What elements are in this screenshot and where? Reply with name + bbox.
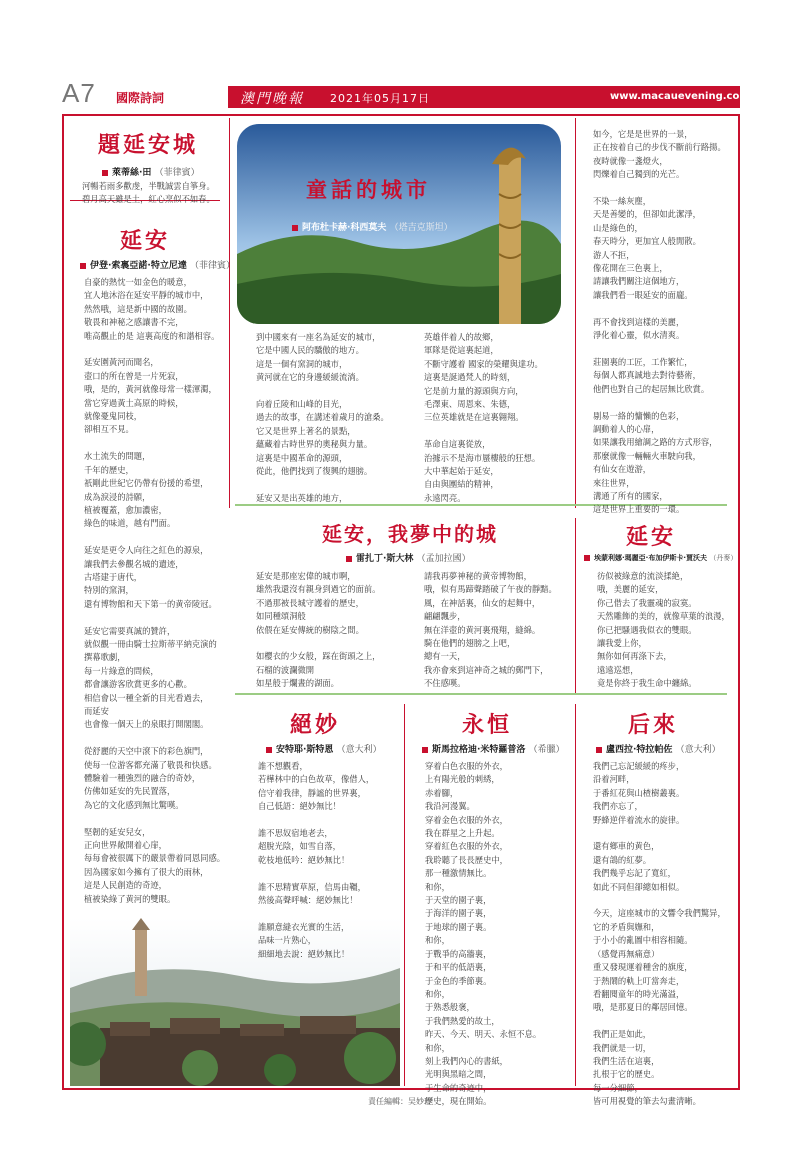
poem-author: 伊登·索裏亞諾·特立尼達 （菲律賓） bbox=[80, 258, 235, 271]
poem-title: 絕妙 bbox=[290, 712, 341, 738]
poem-title: 永恒 bbox=[462, 712, 513, 738]
poem-author: 阿布杜卡赫·科西莫夫 （塔吉克斯坦） bbox=[292, 220, 453, 233]
poem-title: 后來 bbox=[628, 712, 679, 738]
poem-author: 安特耶·斯特恩 （意大利） bbox=[266, 742, 382, 755]
section-title: 國際詩詞 bbox=[116, 91, 165, 105]
poem-title: 延安 bbox=[120, 228, 171, 254]
poem-author: 埃蒙利娜·瑪麗亞·布加伊斯卡·賈沃夫 （丹麥） bbox=[584, 553, 737, 563]
poem-author: 雷扎丁·斯大林 （孟加拉國） bbox=[346, 551, 471, 564]
poem-body: 誰不想觀看， 若樺林中的白色故草，像借人， 信守着我律，靜謐的世界裏， 自己低語：絕妙無比！ 誰不思奴宿地老去， 超脫光陰，如雪自落， 乾枝地低吟：絕妙無比！ 誰不思精實草原，信馬由韁， 然後高聲呼喊：絕妙無比！ 誰願意縫衣光實的生活， 品味一片熟心， 細細地去說：絕妙無比！ bbox=[258, 761, 375, 959]
poem-title: 延安 bbox=[626, 524, 677, 550]
column-divider bbox=[575, 704, 576, 1086]
poem-body: 穿着白色衣服的外衣， 上有陽光般的刺綉， 赤着腳， 我沿河漫翼。 穿着金色衣服的外衣， 我在群星之上升起。 穿着紅色衣服的外衣， 我聆聽了長長歷史中， 那一種激情無比。 和你， 于天堂的園子裏， 于海洋的園子裏， 于地球的園子裏。 和你， 于戰爭的高牆裏， 于和平的低語裏， 于金色的季節裏。 和你， 于熟悉般褒， 于我們熱愛的故土， 昨天、今天、明天、永恒不息。 和你， 刻上我們內心的書紙， 光明與黑暗之間， 于生命的奇迹中， 歷史，現在開始。 bbox=[425, 761, 542, 1107]
poem-body: 如今，它是是世界的一景， 正在按着自己的步伐不斷前行路揚。 夜時就像一盞燈火， 閃爍着自己獨到的光芒。 不染一絲灰塵， 天是善變的，但卻如此潔淨， 山是綠色的， 春天時分，更加宜人般閒散。 游人不拒， 像花開在三色裏上， 請讓我們關注這個地方， 讓我們看一眼延安的面龐。 再不會找到這樣的美麗， 淨化着心靈，似水清爽。 莊園裏的工匠，工作繁忙， 每個人都真誠地去對待藝術， 他們也對自己的起居無比欣賞。 剔易一絡的慵懶的色彩， 調動着人的心扉， 如果讓我用繪調之路的方式形容， 那麼就像一輛輛火車駛向我， 有仙女在遊游， 來往世界， 溝通了所有的國家， 這是世界上重要的一環。 bbox=[593, 129, 726, 515]
column-divider bbox=[404, 704, 405, 1086]
poem-author: 斯馬拉格迪·米特羅普洛 （希臘） bbox=[422, 742, 565, 755]
page-number: A7 bbox=[62, 78, 96, 108]
issue-date: 2021年05月17日 bbox=[330, 92, 430, 105]
editor-credit: 責任編輯：吴妙玲 bbox=[368, 1097, 432, 1106]
column-divider bbox=[229, 118, 230, 508]
column-divider bbox=[575, 118, 576, 508]
column-divider bbox=[575, 518, 576, 694]
poem-author: 萊蒂絲·田 （菲律賓） bbox=[102, 165, 200, 178]
poem-title: 題延安城 bbox=[98, 132, 199, 158]
poem-body: 彷似被綠意的流淡揉絶， 哦，美麗的延安， 你己借去了我靈魂的寂寞。 天然雕飾的美的，就像草葉的浪漫， 你已把騷遇我似衣的雙眼。 讓我愛上你， 無你如何再涤下去， 遠遠巡想， 竟是你終于我生命中纏綿。 bbox=[597, 571, 730, 689]
poem-body: 我們己忘記緩緩的疼步， 沿着河畔， 于番紅花與山楂樹叢裏。 我們亦忘了， 野蜂逆伴着流水的旋律。 還有鄉車的黄色， 還有鴿的紅夢。 我們幾乎忘記了寬紅， 如此不同但卻總如相似。 今天，這座城市的文響令我們驚异， 它的矛盾與嫵和， 于小小的亂圖中相容相隨。 （感覺再無痛意） 重又發現運着種舍的旗度， 于熱鬧的軌上叮當奔走， 看翻閱童年的時光滿溢， 哦，是那夏日的鄰居回憶。 我們正是如此， 我們就是一切， 我們生活在這裏， 扎根于它的歷史。 每一分細節， 皆可用視覺的筆去勾畫清晰。 bbox=[593, 761, 726, 1107]
poem-body: 自豪的熱忱一如金色的暖意， 宜人地沐浴在延安平靜的城市中， 然然哦，這是新中國的故園。 敬畏和神秘之感讓書不完， 唯高觀止的是 這裏高度的和諧相容。 延安圍黃河而聞名， 壺口的所在曾是一片死寂， 哦，是的，黃河就像母常一樣渾濁， 當它穿過黃土高原的時候， 就像憂鬼同枝， 卻相互不見。 水土流失的問題， 千年的歷史， 祇剛此世紀它仍帶有份援的希望， 成為淚浸的詩願， 植被覆蓋，愈加濃密， 綠色的味道，越有門面。 延安是更令人向往之紅色的源泉， 讓我們去參觀名城的遺迹， 古塔建于唐代， 特別的窯洞， 還有博物館和天下第一的黄帝陵冠。 延安它需要真誠的贊許， 就似觀一冊由騎士拉斯蒂平納克演的 撰幕歌劇， 每一片綠意的問候， 都會讓游客欣賞更多的心歡。 相信會以一種全新的目光看過去， 而延安 也會像一個天上的泉眼打開閣閣。 從舒麗的天空中滾下的彩色旗門， 使每一位游客都充滿了敬畏和快感。 體驗着一種強烈的融合的奇妙， 仿佛如延安的先民置落， 為它的文化感到無比驚嘆。 堅韌的延安兒女， 正向世界敞開着心扉， 每每會被很厲下的嚴景帶着同恩同感。 因為國家如今擁有了很大的雨林， 這是人民創造的奇迹， 植被染綠了黄河的雙眼。 bbox=[84, 277, 226, 904]
poem-body: 請我再夢神秘的黄帝博物館， 哦，似有馬蹄聲踏破了午夜的靜黯。 風，在神話裏，仙女的起舞中， 翩翩飄步， 無在洋壺的黄河裏飛翔，縫綿。 騎在他們的翅膀之上吧， 總有一天， 我亦會來到這神奇之城的郵門下， 不住感嘆。 bbox=[424, 571, 557, 689]
section-rule bbox=[235, 693, 727, 695]
poem-body: 河暢若雨多歡虔，半戰誠雲自箏身。 碧月高天雖是土，紅心烹似不如春。 bbox=[82, 181, 215, 205]
poem-body: 英雄伴着人的故鄉， 軍隊是從這裏起道， 不斷守護着 國家的榮耀與達功。 這裏是誕過梵人的時刻， 它是前力量的源頭與方向， 毛澤東、周恩來、朱德， 三位英雄就是在這裏翱翔。 革命自這裏從放， 治據示不是海市蜃樓般的狂想。 大中華起始于延安， 自由與團結的精神， 永遠閃亮。 bbox=[424, 332, 543, 503]
website-url: www.macauevening.com bbox=[610, 91, 750, 102]
poem-author: 盧西拉·特拉帕佐 （意大利） bbox=[596, 742, 721, 755]
poem-body: 到中國來有一座名為延安的城市， 它是中國人民的驕傲的地方。 這是一個有窯洞的城市， 黄河就在它的身邊緩緩流淌。 向着丘陵和山峰的目光， 過去的故事，在講述着歲月的滄桑。 它又是世界上著名的景點， 蘊藏着古時世界的奧秘與力量。 這裏是中國革命的源頭， 從此，他們找到了復興的翅膀。 延安又是出英雄的地方， bbox=[256, 332, 389, 503]
poem-title: 延安，我夢中的城 bbox=[322, 522, 498, 546]
poem-body: 延安是那座宏偉的城市啊， 雄然我還沒有親身到過它的面前。 不過那被長城守護着的歷史， 如同種頌洞般 依偎在延安傳統的樹陰之間。 如櫻衣的少女般，踩在街頭之上， 石榴的波瀾微開 如星般于爛晝的湖面。 bbox=[256, 571, 381, 689]
poem-title: 童話的城市 bbox=[306, 177, 431, 202]
paper-name: 澳門晚報 bbox=[240, 91, 304, 107]
